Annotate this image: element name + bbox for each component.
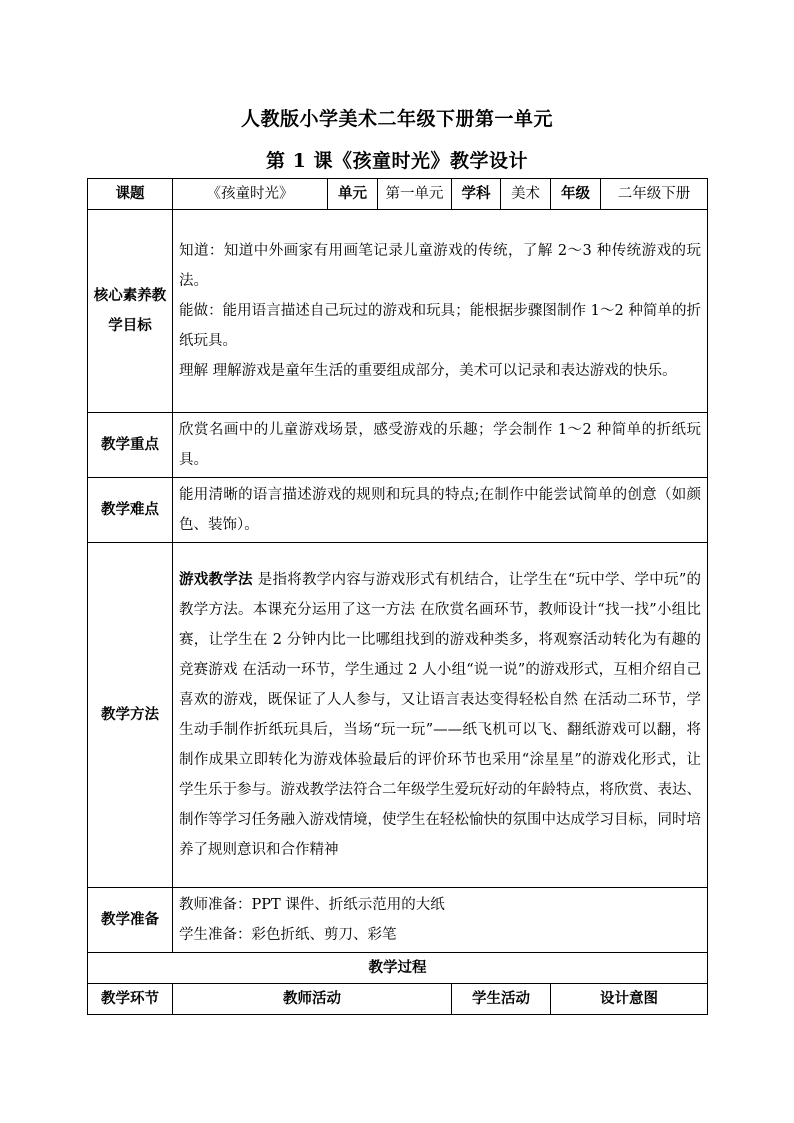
unit-label: 单元	[328, 179, 378, 210]
col-step: 教学环节	[88, 984, 173, 1015]
difficulties-row	[88, 478, 708, 543]
methods-label: 教学方法	[88, 543, 173, 888]
student-preparation: 学生准备：彩色折纸、剪刀、彩笔	[179, 927, 397, 943]
subject-value: 美术	[501, 179, 551, 210]
teacher-preparation: 教师准备：PPT 课件、折纸示范用的大纸	[179, 897, 445, 913]
methods-row	[88, 543, 708, 888]
methods-text: 是指将教学内容与游戏形式有机结合，让学生在“玩中学、学中玩”的教学方法。本课充分运用了这一方法 在欣赏名画环节，教师设计“找一找”小组比赛，让学生在 2 分钟内比一比哪组找到的游戏种类多，将观察活动转化为有趣的竞赛游戏 在活动一环节，学生通过 2 人小组“说一说”的游戏形式，互相介绍自己喜欢的游戏，既保证了人人参与，又让语言表达变得轻松自然 在活动二环节，学生动手制作折纸玩具后，当场“玩一玩”——纸飞机可以飞、翻纸游戏可以翻，将制作成果立即转化为游戏体验最后的评价环节也采用“涂星星”的游戏化形式，让学生乐于参与。游戏教学法符合二年级学生爱玩好动的年龄特点，将欣赏、表达、制作等学习任务融入游戏情境，使学生在轻松愉快的氛围中达成学习目标，同时培养了规则意识和合作精神	[179, 572, 701, 858]
process-title: 教学过程	[88, 953, 708, 984]
process-columns-row	[88, 984, 708, 1015]
difficulties-label: 教学难点	[88, 478, 173, 543]
goal-know: 知道：知道中外画家有用画笔记录儿童游戏的传统，了解 2～3 种传统游戏的玩法。	[179, 243, 701, 289]
goals-row	[88, 210, 708, 413]
col-design-intent: 设计意图	[551, 984, 708, 1015]
header-row	[88, 179, 708, 210]
topic-value: 《孩童时光》	[173, 179, 328, 210]
goals-label: 核心素养教学目标	[88, 210, 173, 413]
key-points-label: 教学重点	[88, 413, 173, 478]
unit-value: 第一单元	[378, 179, 452, 210]
subject-label: 学科	[452, 179, 501, 210]
preparation-row	[88, 888, 708, 953]
difficulties-content: 能用清晰的语言描述游戏的规则和玩具的特点;在制作中能尝试简单的创意（如颜色、装饰）。	[173, 478, 708, 543]
key-points-content: 欣赏名画中的儿童游戏场景，感受游戏的乐趣；学会制作 1～2 种简单的折纸玩具。	[173, 413, 708, 478]
key-points-row	[88, 413, 708, 478]
goal-understand: 理解 理解游戏是童年生活的重要组成部分，美术可以记录和表达游戏的快乐。	[179, 363, 677, 379]
col-teacher-activity: 教师活动	[173, 984, 452, 1015]
grade-value: 二年级下册	[601, 179, 708, 210]
col-student-activity: 学生活动	[452, 984, 551, 1015]
preparation-label: 教学准备	[88, 888, 173, 953]
goals-content	[173, 210, 708, 413]
goal-do: 能做：能用语言描述自己玩过的游戏和玩具；能根据步骤图制作 1～2 种简单的折纸玩具。	[179, 303, 701, 349]
methods-content	[173, 543, 708, 888]
grade-label: 年级	[551, 179, 601, 210]
process-title-row	[88, 953, 708, 984]
lesson-title: 第 1 课《孩童时光》教学设计	[266, 150, 528, 172]
document-title: 人教版小学美术二年级下册第一单元	[240, 108, 553, 130]
methods-lead: 游戏教学法	[179, 571, 253, 588]
lesson-plan-table	[87, 178, 708, 1015]
topic-label: 课题	[88, 179, 173, 210]
preparation-content	[173, 888, 708, 953]
